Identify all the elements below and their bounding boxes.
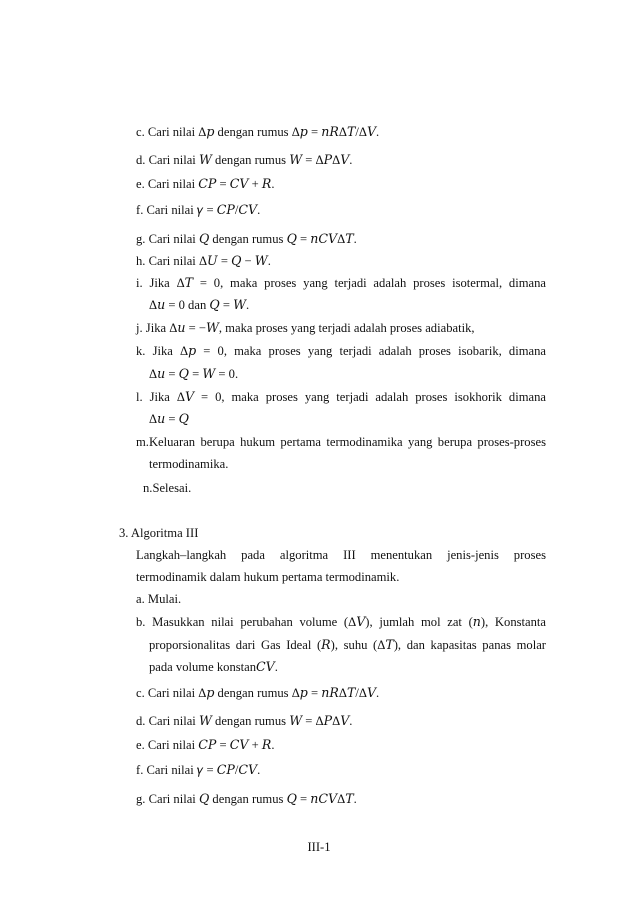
step-c-1 xyxy=(136,124,379,140)
step-h-1: h. Cari nilai Δ𝑈 = 𝑄 − 𝑊. xyxy=(136,254,271,268)
step-m-1-line1: m.Keluaran berupa hukum pertama termodinamika yang berupa proses-proses xyxy=(136,435,546,449)
step-k-1-line2: Δ𝑢 = 𝑄 = 𝑊 = 0. xyxy=(149,367,239,381)
page-number: III-1 xyxy=(307,840,331,854)
step-l-1-line1: l. Jika Δ𝑉 = 0, maka proses yang terjadi adalah proses isokhorik dimana xyxy=(136,390,546,404)
section-heading: 3. Algoritma III xyxy=(119,526,199,540)
step-b-3-line2: proporsionalitas dari Gas Ideal (𝑅), suhu (Δ𝑇), dan kapasitas panas molar xyxy=(149,638,546,652)
step-c-3: c. Cari nilai Δ𝑝 dengan rumus Δ𝑝 = 𝑛𝑅Δ𝑇/Δ𝑉. xyxy=(136,686,380,700)
step-e-1: e. Cari nilai 𝐶𝑃 = 𝐶𝑉 + 𝑅. xyxy=(136,177,275,191)
step-m-1-line2: termodinamika. xyxy=(149,457,229,471)
step-g-3: g. Cari nilai 𝑄 dengan rumus 𝑄 = 𝑛𝐶𝑉Δ𝑇. xyxy=(136,792,357,806)
step-l-1-line2: Δ𝑢 = 𝑄 xyxy=(149,412,189,426)
step-f-3: f. Cari nilai 𝛾 = 𝐶𝑃/𝐶𝑉. xyxy=(136,763,261,777)
step-k-1-line1: k. Jika Δ𝑝 = 0, maka proses yang terjadi adalah proses isobarik, dimana xyxy=(136,344,546,358)
step-f-1: f. Cari nilai 𝛾 = 𝐶𝑃/𝐶𝑉. xyxy=(136,203,261,217)
step-d-1: d. Cari nilai 𝑊 dengan rumus 𝑊 = Δ𝑃Δ𝑉. xyxy=(136,153,353,167)
step-j-1: j. Jika Δ𝑢 = −𝑊, maka proses yang terjadi adalah proses adiabatik, xyxy=(136,321,475,335)
step-b-3-line1: b. Masukkan nilai perubahan volume (Δ𝑉), jumlah mol zat (𝑛), Konstanta xyxy=(136,615,546,629)
intro-line1: Langkah–langkah pada algoritma III menentukan jenis-jenis proses xyxy=(136,548,546,562)
step-i-1-line2: Δ𝑢 = 0 dan 𝑄 = 𝑊. xyxy=(149,298,250,312)
step-c-text: c. Cari nilai Δ𝑝 dengan rumus Δ𝑝 = 𝑛𝑅Δ𝑇/Δ𝑉. xyxy=(136,125,380,139)
step-n-1: n.Selesai. xyxy=(143,481,192,495)
step-g-1: g. Cari nilai 𝑄 dengan rumus 𝑄 = 𝑛𝐶𝑉Δ𝑇. xyxy=(136,232,357,246)
step-b-3-line3: pada volume konstan𝐶𝑉. xyxy=(149,660,278,674)
intro-line2: termodinamik dalam hukum pertama termodinamik. xyxy=(136,570,400,584)
step-i-1-line1: i. Jika Δ𝑇 = 0, maka proses yang terjadi adalah proses isotermal, dimana xyxy=(136,276,546,290)
step-d-3: d. Cari nilai 𝑊 dengan rumus 𝑊 = Δ𝑃Δ𝑉. xyxy=(136,714,353,728)
step-a-3: a. Mulai. xyxy=(136,592,182,606)
step-e-3: e. Cari nilai 𝐶𝑃 = 𝐶𝑉 + 𝑅. xyxy=(136,738,275,752)
